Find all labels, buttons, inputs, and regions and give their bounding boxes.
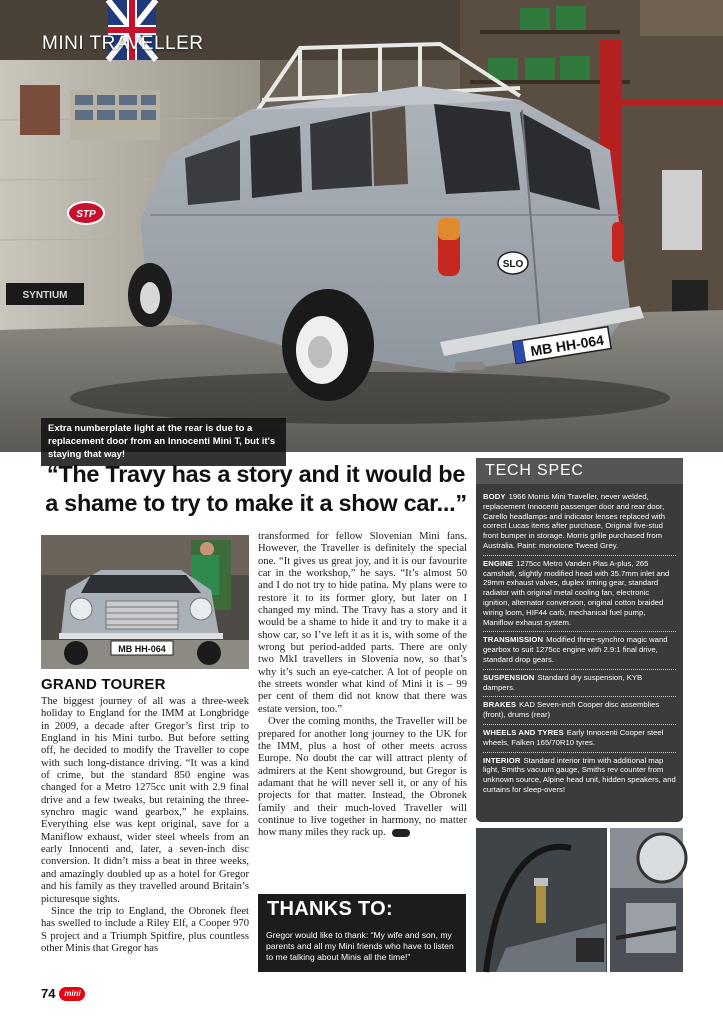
body-paragraph: transformed for fellow Slovenian Mini fans. However, the Traveller is definitely the special one. “It gives us great joy, and it is our favourite car in the workshop,” he says. “It’s almost 50 and I do not try to hide patina. My plans were to restore it to its former glory, but later on I changed my mind. The Travy has a story and it would be a shame to hide it and try to make it a show car, so I’ve left it as it is, with some of the wrong but period-added parts. There are only two MkI travellers in Slovenia now, so that’s why it’s such an eye-catcher. A lot of people on the streets wonder what kind of Mini it is – 99 per cent of them did not know that there was estate version, too.”	[258, 531, 467, 715]
body-column-middle	[258, 531, 467, 840]
tech-spec-panel	[476, 458, 683, 822]
mini-logo-icon: mini	[59, 987, 85, 1001]
spec-key: BRAKES	[483, 700, 517, 710]
end-mark-icon	[392, 829, 410, 837]
thanks-box	[258, 894, 466, 972]
slo-badge-text: SLO	[502, 259, 524, 270]
spec-key: ENGINE	[483, 558, 514, 568]
body-paragraph	[258, 716, 467, 839]
subhead-grand-tourer: GRAND TOURER	[41, 676, 166, 693]
gauge-icon	[638, 834, 686, 882]
spec-key: BODY	[483, 492, 506, 501]
page-folio	[41, 986, 85, 1001]
hero-photo	[0, 0, 723, 460]
spec-key: WHEELS AND TYRES	[483, 727, 564, 737]
spec-text: Standard dry suspension, KYB dampers.	[483, 672, 643, 692]
hero-photo-illustration	[0, 0, 723, 452]
spec-text: KAD Seven-inch Cooper disc assemblies (front), drums (rear)	[483, 700, 660, 720]
body-paragraph: The biggest journey of all was a three-week holiday to England for the IMM at Longbridge in 2009, a decade after Gregor’s first trip to England in his Mini turbo. But before setting off, he decided to modify the Traveller to cope with such long-distance driving. “It was a kind of crime, but the standard 850 engine was changed for a Metro 1275cc unit with 2.9 final drive and a few tweaks, but retaining the three-synchro magic wand gearbox,” he explains. Everything else was kept original, save for a Maniflow exhaust, wider steel wheels from an early Innocenti and, later, a seven-inch disc conversion. It didn’t miss a beat in three weeks, and amazingly doubled up as a hotel for Gregor and his family as they travelled around Britain’s picturesque sights.	[41, 696, 249, 905]
spec-text: Modified three-synchro magic wand gearbox to suit 1275cc engine with 2.9:1 final drive, standard drop gears.	[483, 635, 668, 664]
spec-item-brakes	[483, 697, 676, 725]
detail-photos-illustration	[476, 828, 683, 972]
front-numberplate-text: MB HH-064	[118, 644, 166, 654]
spec-item-engine	[483, 556, 676, 633]
body-paragraph: Since the trip to England, the Obronek fleet has swelled to include a Riley Elf, a Cooper 970 S project and a Triumph Spitfire, plus countless other Minis that Gregor has	[41, 905, 249, 954]
inset-photo-illustration	[41, 535, 249, 669]
body-column-left	[41, 696, 249, 955]
spec-text: Early Innocenti Cooper steel wheels, Falken 165/70R10 tyres.	[483, 727, 664, 747]
page-number: 74	[41, 986, 56, 1001]
inset-photo	[41, 535, 249, 669]
hero-caption: Extra numberplate light at the rear is due to a replacement door from an Innocenti Mini T, but it's staying that way!	[41, 418, 286, 466]
spec-item-interior	[483, 753, 676, 799]
body-paragraph-text: Over the coming months, the Traveller will be prepared for another long journey to the UK for the IMM, plus a host of other meets across Europe. No doubt the car will attract plenty of admirers at the Kent showground, but Gregor is adamant that he will never sell it, or any of his projects for that matter. Instead, the Obronek family and their much-loved Traveller will continue to live together in harmony, no matter how many miles they rack up.	[258, 716, 467, 839]
section-label: MINI TRAVELLER	[42, 33, 204, 54]
stp-sign-text: STP	[76, 209, 96, 220]
pull-quote: “The Travy has a story and it would be a shame to try to make it a show car...”	[45, 461, 467, 516]
spec-key: TRANSMISSION	[483, 635, 544, 645]
spec-item-transmission	[483, 632, 676, 669]
thanks-text: Gregor would like to thank: “My wife and son, my parents and all my Mini friends who have to listen to me talking about Minis all the time!”	[266, 930, 454, 962]
detail-photos	[476, 828, 683, 972]
spec-item-wheels-and-tyres	[483, 725, 676, 753]
spec-key: INTERIOR	[483, 755, 521, 765]
tech-spec-title: TECH SPEC	[476, 458, 683, 484]
thanks-title: THANKS TO:	[267, 898, 393, 920]
tech-spec-list	[476, 484, 683, 799]
spec-text: 1966 Morris Mini Traveller, never welded, replacement Innocenti passenger door and rear door, Carello headlamps and indicator lenses replaced with correct Lucas items after purchase, Original five-stud front bumper in storage. Morris grille purchased from Australia. Paint: monotone Tweed Grey.	[483, 492, 666, 550]
spec-item-body	[483, 489, 676, 556]
spec-item-suspension	[483, 670, 676, 698]
rear-numberplate-text: MB HH-064	[529, 331, 605, 360]
spec-key: SUSPENSION	[483, 672, 535, 682]
spec-text: 1275cc Metro Vanden Plas A-plus, 265 camshaft, slightly modified head with 35.7mm inlet and 29mm exhaust valves, duplex timing gear, standard radiator with original metal cooling fan, electronic ignition, alternator conversion, original cotton braided wiring loom, HIF44 carb, mechanical fuel pump, Maniflow exhaust system.	[483, 558, 670, 627]
spec-text: Standard interior trim with additional map light, Smiths vacuum gauge, Smiths rev counter from unknown source, Alpine head unit, hidden speakers, and curtains for sleep-overs!	[483, 755, 676, 794]
syntium-banner-text: SYNTIUM	[22, 290, 68, 301]
